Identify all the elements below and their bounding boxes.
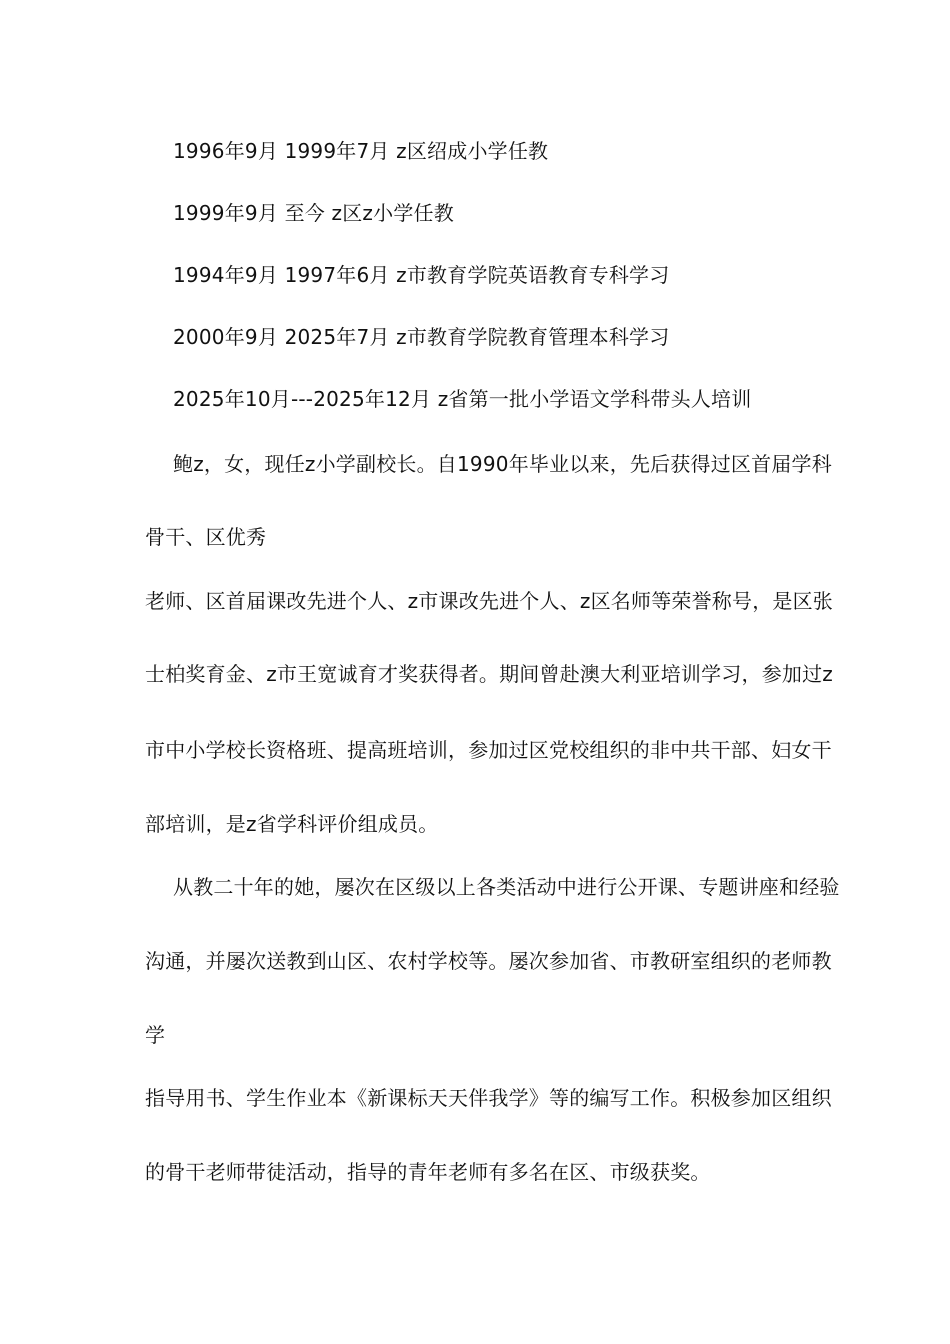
timeline-entry-3: 1994年9月 1997年6月 z市教育学院英语教育专科学习 (173, 263, 670, 287)
paragraph-2-line-4: 指导用书、学生作业本《新课标天天伴我学》等的编写工作。积极参加区组织 (145, 1086, 832, 1110)
paragraph-1-line-3: 老师、区首届课改先进个人、z市课改先进个人、z区名师等荣誉称号，是区张 (145, 589, 833, 613)
timeline-entry-2: 1999年9月 至今 z区z小学任教 (173, 201, 454, 225)
paragraph-2-line-5: 的骨干老师带徒活动，指导的青年老师有多名在区、市级获奖。 (145, 1160, 711, 1184)
paragraph-2-line-1: 从教二十年的她，屡次在区级以上各类活动中进行公开课、专题讲座和经验 (173, 875, 840, 899)
paragraph-1-line-1: 鲍z，女，现任z小学副校长。自1990年毕业以来，先后获得过区首届学科 (173, 452, 832, 476)
paragraph-1-line-4: 士柏奖育金、z市王宽诚育才奖获得者。期间曾赴澳大利亚培训学习，参加过z (145, 662, 833, 686)
paragraph-2-line-3: 学 (145, 1023, 166, 1047)
paragraph-2-line-2: 沟通，并屡次送教到山区、农村学校等。屡次参加省、市教研室组织的老师教 (145, 949, 832, 973)
timeline-entry-5: 2025年10月---2025年12月 z省第一批小学语文学科带头人培训 (173, 387, 752, 411)
paragraph-1-line-2: 骨干、区优秀 (145, 525, 267, 549)
paragraph-1-line-6: 部培训，是z省学科评价组成员。 (145, 812, 439, 836)
paragraph-1-line-5: 市中小学校长资格班、提高班培训，参加过区党校组织的非中共干部、妇女干 (145, 738, 832, 762)
timeline-entry-1: 1996年9月 1999年7月 z区绍成小学任教 (173, 139, 549, 163)
timeline-entry-4: 2000年9月 2025年7月 z市教育学院教育管理本科学习 (173, 325, 670, 349)
